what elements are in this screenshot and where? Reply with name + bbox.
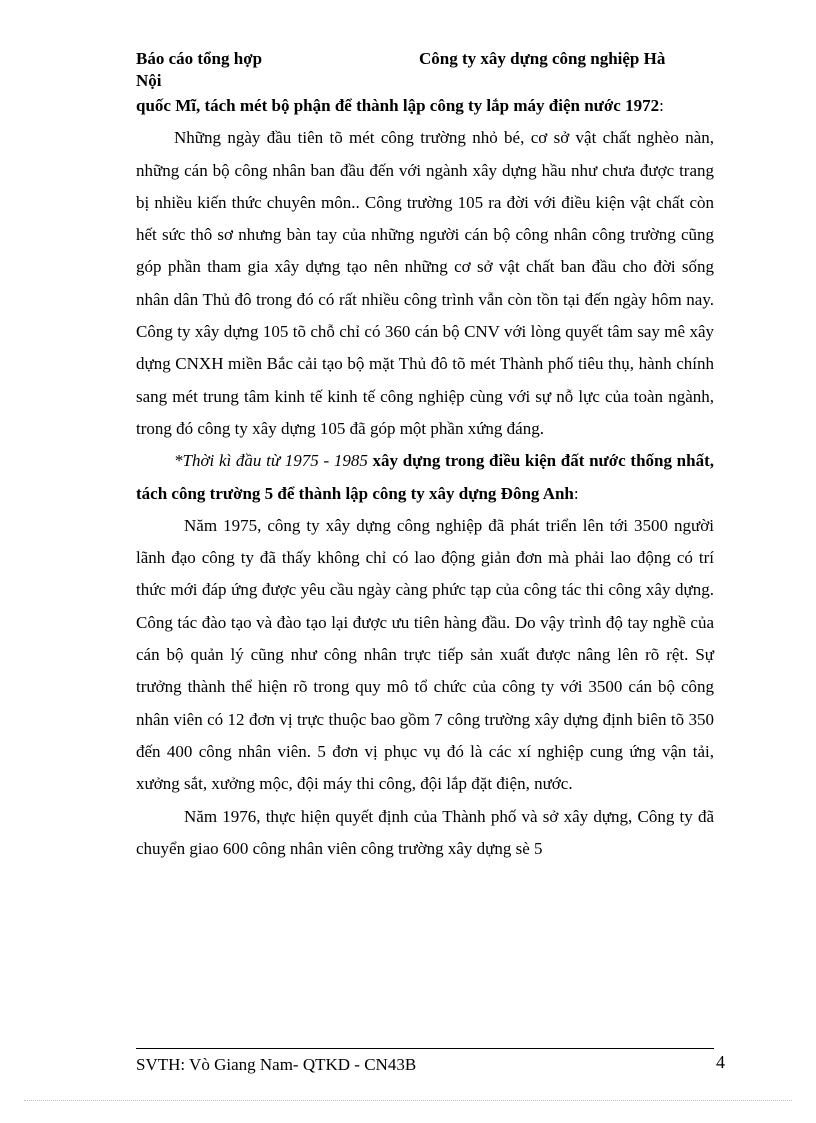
paragraph-3-heading — [136, 445, 714, 510]
page-bottom-dotted-line — [24, 1100, 792, 1101]
header-report-title: Báo cáo tổng hợp — [136, 49, 263, 68]
paragraph-1-tail: : — [659, 96, 664, 115]
period-label: *Thời kì đầu từ 1975 - 1985 — [174, 451, 368, 471]
footer-divider — [136, 1048, 714, 1049]
header-company-name: Công ty xây dựng công nghiệp Hà — [419, 49, 666, 68]
paragraph-1 — [136, 90, 714, 122]
paragraph-1-bold: quốc Mĩ, tách mét bộ phận để thành lập công ty lắp máy điện nước 1972 — [136, 96, 660, 115]
paragraph-4: Năm 1975, công ty xây dựng công nghiệp đã phát triển lên tới 3500 người lãnh đạo công ty đã thấy không chỉ có lao động giản đơn mà phải lao động có trí thức mới đáp ứng được yêu cầu ngày càng phức tạp của công tác thi công xây dựng. Công tác đào tạo và đào tạo lại được ưu tiên hàng đầu. Do vậy trình độ tay nghề của cán bộ quản lý cũng như công nhân trực tiếp sản xuất được nâng lên rõ rệt. Sự trưởng thành thể hiện rõ trong quy mô tổ chức của công ty với 3500 cán bộ công nhân viên có 12 đơn vị trực thuộc bao gồm 7 công trường xây dựng định biên tõ 350 đến 400 công nhân viên. 5 đơn vị phục vụ đó là các xí nghiệp cung ứng vận tải, xưởng sắt, xưởng mộc, đội máy thi công, đội lắp đặt điện, nước. — [136, 515, 714, 794]
footer-author: SVTH: Vò Giang Nam- QTKD - CN43B — [136, 1055, 417, 1074]
period-heading-bold: xây dựng trong điều kiện đất nước thống nhất, tách công trường 5 để thành lập công ty xây dựng Đông Anh — [136, 451, 714, 503]
page-number: 4 — [716, 1052, 725, 1072]
document-body — [136, 90, 714, 865]
paragraph-5: Năm 1976, thực hiện quyết định của Thành phố và sở xây dựng, Công ty đã chuyển giao 600 công nhân viên công trường xây dựng sè 5 — [136, 806, 714, 858]
paragraph-2: Những ngày đầu tiên tõ mét công trường nhỏ bé, cơ sở vật chất nghèo nàn, những cán bộ công nhân ban đầu đến với ngành xây dựng hầu như chưa được trang bị nhiều kiến thức chuyên môn.. Công trường 105 ra đời với điều kiện vật chất còn hết sức thô sơ nhưng bàn tay của những người cán bộ công nhân công trường cũng góp phần tham gia xây dựng tạo nên những cơ sở vật chất ban đầu cho đời sống nhân dân Thủ đô trong đó có rất nhiều công trình vẫn còn tồn tại đến ngày hôm nay. Công ty xây dựng 105 tõ chỗ chỉ có 360 cán bộ CNV với lòng quyết tâm say mê xây dựng CNXH miền Bắc cải tạo bộ mặt Thủ đô tõ mét Thành phố tiêu thụ, hành chính sang mét trung tâm kinh tế kinh tế công nghiệp cùng với sự nỗ lực của toàn ngành, trong đó công ty xây dựng 105 đã góp một phần xứng đáng. — [136, 128, 714, 438]
period-heading-tail: : — [573, 483, 579, 503]
header-company-name-continuation: Nội — [136, 71, 162, 90]
